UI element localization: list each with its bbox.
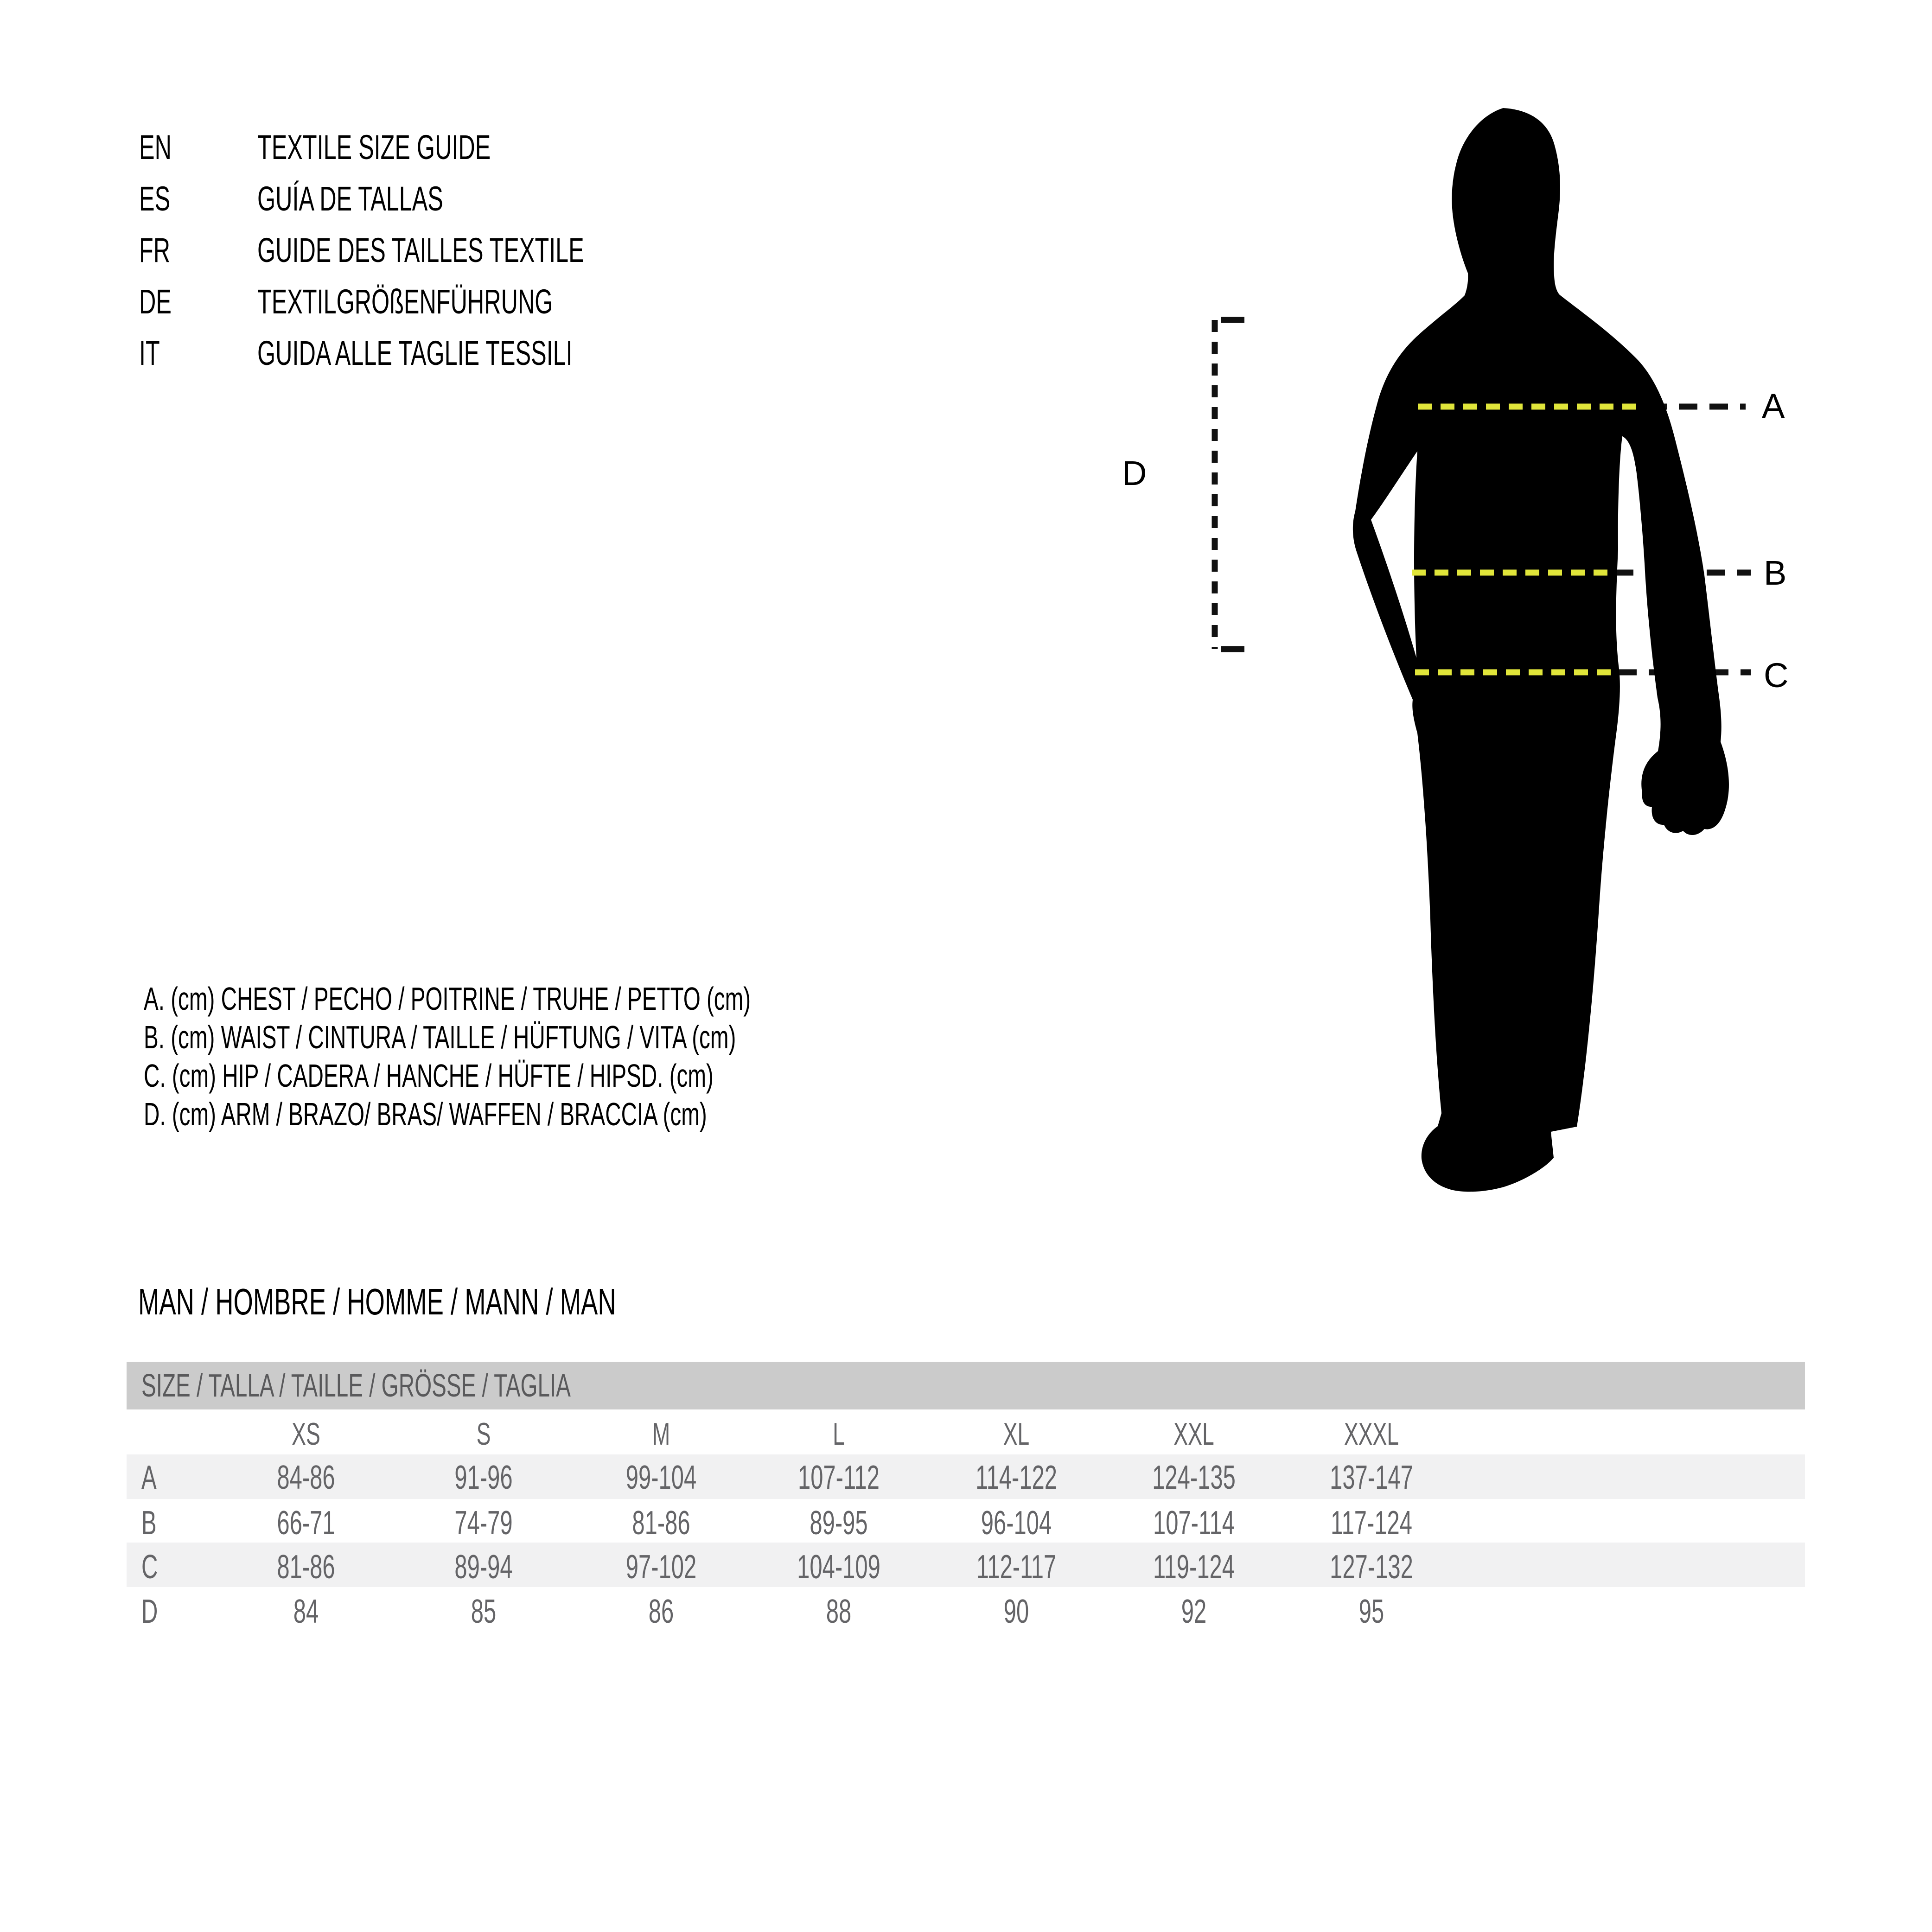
row-label: C [141, 1549, 158, 1586]
language-code: FR [139, 231, 171, 269]
table-row-waist [0, 1506, 1932, 1540]
legend-hip: C. (cm) HIP / CADERA / HANCHE / HÜFTE / HIPSD. (cm) [144, 1058, 714, 1094]
cell-value: 124-135 [1152, 1459, 1236, 1496]
cell-value: 89-94 [454, 1549, 513, 1586]
section-title-text: MAN / HOMBRE / HOMME / MANN / MAN [138, 1281, 616, 1322]
guide-title-it: GUIDA ALLE TAGLIE TESSILI [257, 334, 573, 372]
cell-value: 119-124 [1153, 1549, 1235, 1586]
cell-value: 84 [293, 1593, 319, 1630]
legend-chest: A. (cm) CHEST / PECHO / POITRINE / TRUHE / PETTO (cm) [144, 981, 751, 1017]
cell-value: 95 [1358, 1593, 1384, 1630]
cell-value: 85 [471, 1593, 497, 1630]
size-col-xxxl: XXXL [1344, 1416, 1399, 1452]
cell-value: 107-114 [1153, 1505, 1235, 1542]
size-col-m: M [652, 1416, 670, 1452]
row-label: A [141, 1459, 157, 1496]
cell-value: 97-102 [625, 1549, 697, 1586]
cell-value: 81-86 [632, 1505, 690, 1542]
cell-value: 74-79 [454, 1505, 513, 1542]
size-col-xs: XS [292, 1416, 320, 1452]
size-col-s: S [476, 1416, 491, 1452]
row-label: D [141, 1593, 158, 1630]
guide-title-fr: GUIDE DES TAILLES TEXTILE [257, 231, 584, 269]
cell-value: 96-104 [981, 1505, 1052, 1542]
cell-value: 107-112 [797, 1459, 880, 1496]
label-chest-a: A [1762, 387, 1785, 425]
legend-arm: D. (cm) ARM / BRAZO/ BRAS/ WAFFEN / BRACCIA (cm) [144, 1096, 707, 1132]
cell-value: 117-124 [1330, 1505, 1413, 1542]
cell-value: 104-109 [797, 1549, 880, 1586]
row-label: B [141, 1505, 157, 1542]
language-code: IT [139, 334, 160, 372]
cell-value: 90 [1003, 1593, 1029, 1630]
cell-value: 81-86 [277, 1549, 335, 1586]
label-hip-c: C [1764, 656, 1789, 695]
cell-value: 91-96 [454, 1459, 513, 1496]
size-col-xl: XL [1003, 1416, 1030, 1452]
size-col-l: L [833, 1416, 845, 1452]
guide-title-en: TEXTILE SIZE GUIDE [257, 128, 491, 166]
table-row-chest [0, 1461, 1932, 1494]
table-row-hip [0, 1550, 1932, 1584]
language-code: DE [139, 282, 172, 321]
cell-value: 88 [826, 1593, 852, 1630]
guide-title-es: GUÍA DE TALLAS [257, 179, 443, 218]
cell-value: 114-122 [975, 1459, 1058, 1496]
man-silhouette [1353, 108, 1729, 1192]
language-code: EN [139, 128, 172, 166]
label-arm-d: D [1122, 454, 1147, 492]
table-header-text: SIZE / TALLA / TAILLE / GRÖSSE / TAGLIA [141, 1367, 571, 1403]
legend-waist: B. (cm) WAIST / CINTURA / TAILLE / HÜFTUNG / VITA (cm) [144, 1019, 736, 1055]
cell-value: 86 [648, 1593, 674, 1630]
guide-title-de: TEXTILGRÖßENFÜHRUNG [257, 282, 553, 321]
measurement-legend [144, 982, 1036, 1136]
language-code: ES [139, 179, 171, 218]
table-row-arm [0, 1595, 1932, 1628]
cell-value: 127-132 [1330, 1549, 1413, 1586]
cell-value: 84-86 [277, 1459, 335, 1496]
size-header-row [0, 1418, 1932, 1452]
label-waist-b: B [1764, 554, 1787, 592]
cell-value: 66-71 [277, 1505, 335, 1542]
cell-value: 137-147 [1330, 1459, 1413, 1496]
cell-value: 112-117 [976, 1549, 1057, 1586]
cell-value: 89-95 [810, 1505, 868, 1542]
table-header-bar [127, 1362, 1805, 1409]
size-col-xxl: XXL [1173, 1416, 1214, 1452]
cell-value: 92 [1181, 1593, 1207, 1630]
section-title [138, 1283, 841, 1320]
cell-value: 99-104 [625, 1459, 697, 1496]
